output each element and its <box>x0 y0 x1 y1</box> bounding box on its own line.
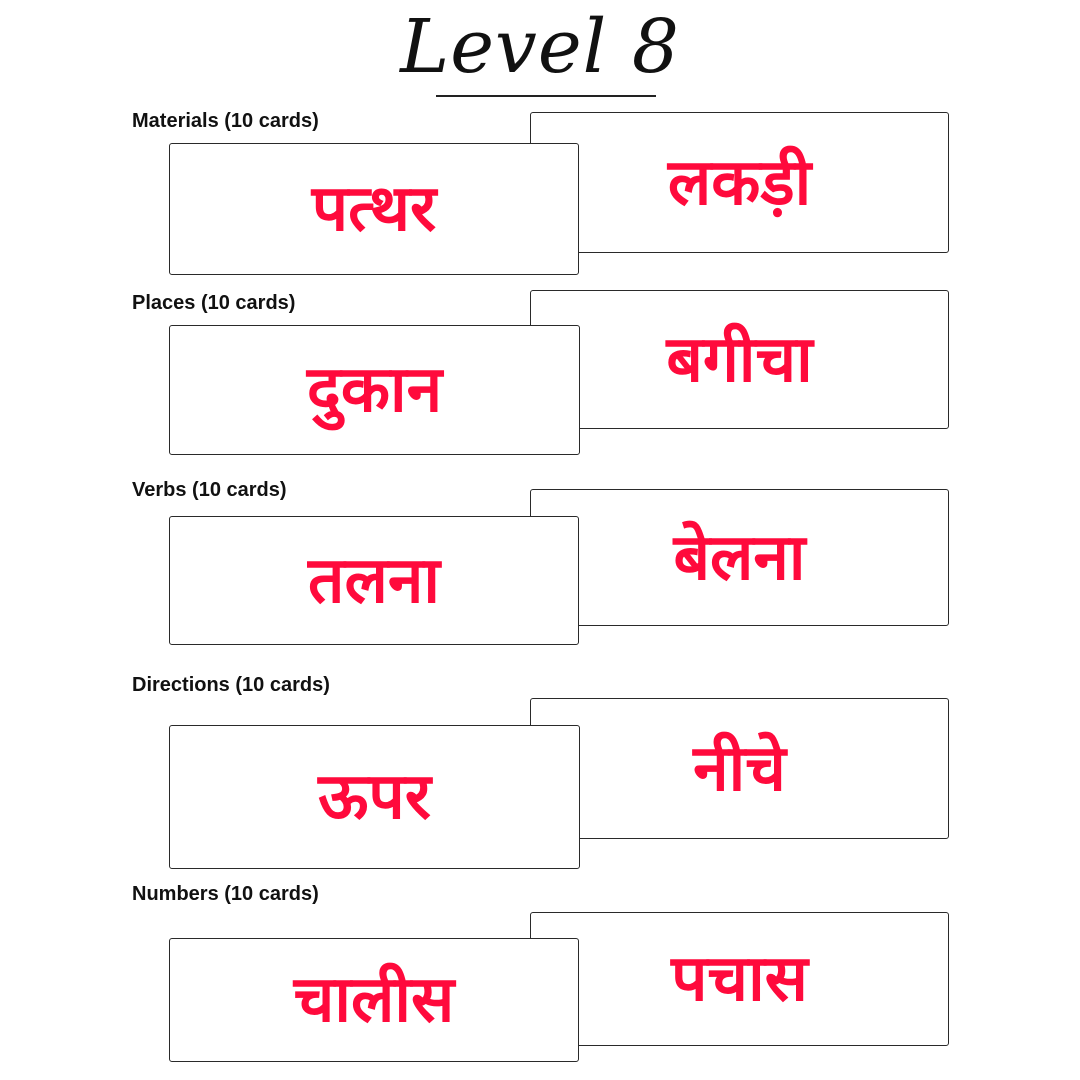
flashcard-directions-right[interactable] <box>530 698 949 839</box>
flashcard-word: नीचे <box>693 731 786 806</box>
section-label-directions: Directions (10 cards) <box>132 674 330 696</box>
flashcard-word: चालीस <box>293 963 455 1037</box>
flashcard-places-left[interactable] <box>169 325 580 455</box>
flashcard-directions-left[interactable] <box>169 725 580 869</box>
title-underline <box>436 95 656 97</box>
flashcard-word: बेलना <box>673 520 806 595</box>
section-label-places: Places (10 cards) <box>132 292 296 314</box>
flashcard-word: लकड़ी <box>667 145 812 220</box>
section-label-materials: Materials (10 cards) <box>132 110 319 132</box>
flashcard-word: पचास <box>671 942 808 1016</box>
flashcard-word: तलना <box>308 543 440 618</box>
section-label-verbs: Verbs (10 cards) <box>132 479 287 501</box>
flashcard-word: ऊपर <box>318 760 431 834</box>
flashcard-verbs-left[interactable] <box>169 516 579 645</box>
flashcard-verbs-right[interactable] <box>530 489 949 626</box>
flashcard-word: बगीचा <box>666 322 813 397</box>
flashcard-materials-right[interactable] <box>530 112 949 253</box>
flashcard-numbers-left[interactable] <box>169 938 579 1062</box>
flashcard-word: पत्थर <box>311 172 437 246</box>
section-label-numbers: Numbers (10 cards) <box>132 883 319 905</box>
flashcard-numbers-right[interactable] <box>530 912 949 1046</box>
page-title: Level 8 <box>400 4 680 90</box>
flashcard-materials-left[interactable] <box>169 143 579 275</box>
flashcard-places-right[interactable] <box>530 290 949 429</box>
flashcard-word: दुकान <box>306 353 443 427</box>
